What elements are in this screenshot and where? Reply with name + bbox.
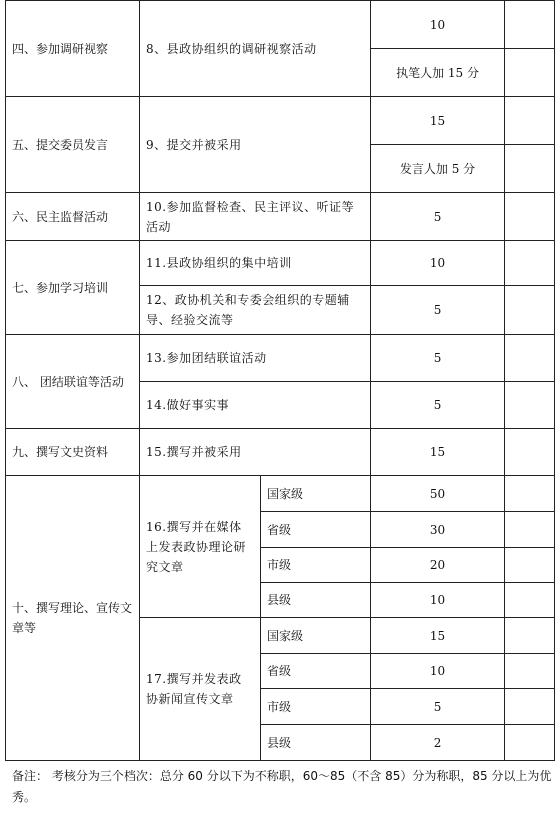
level-cell: 省级 xyxy=(261,512,371,548)
score-cell xyxy=(505,335,555,382)
score-cell xyxy=(505,725,555,761)
item-cell: 15.撰写并被采用 xyxy=(140,429,371,476)
table-row xyxy=(6,429,555,476)
score-cell xyxy=(505,145,555,193)
category-cell: 八、 团结联谊等活动 xyxy=(6,335,140,429)
table-row xyxy=(6,193,555,241)
score-cell xyxy=(505,382,555,429)
category-cell: 七、参加学习培训 xyxy=(6,241,140,335)
level-cell: 市级 xyxy=(261,689,371,725)
points-cell: 5 xyxy=(371,193,505,241)
score-cell xyxy=(505,1,555,49)
points-cell: 10 xyxy=(371,654,505,689)
level-cell: 县级 xyxy=(261,583,371,618)
points-cell: 10 xyxy=(371,1,505,49)
bonus-cell: 发言人加 5 分 xyxy=(371,145,505,193)
points-cell: 15 xyxy=(371,618,505,654)
score-cell xyxy=(505,97,555,145)
table-row xyxy=(6,241,555,286)
item-cell: 14.做好事实事 xyxy=(140,382,371,429)
points-cell: 5 xyxy=(371,689,505,725)
category-cell: 九、撰写文史资料 xyxy=(6,429,140,476)
item-cell: 13.参加团结联谊活动 xyxy=(140,335,371,382)
points-cell: 5 xyxy=(371,335,505,382)
item-cell: 11.县政协组织的集中培训 xyxy=(140,241,371,286)
item-cell: 9、提交并被采用 xyxy=(140,97,371,193)
score-cell xyxy=(505,548,555,583)
table-row xyxy=(6,1,555,49)
scoring-table xyxy=(5,0,555,761)
score-cell xyxy=(505,583,555,618)
points-cell: 30 xyxy=(371,512,505,548)
points-cell: 20 xyxy=(371,548,505,583)
table-row xyxy=(6,476,555,512)
item-cell: 12、政协机关和专委会组织的专题辅导、经验交流等 xyxy=(140,286,371,335)
score-cell xyxy=(505,512,555,548)
points-cell: 10 xyxy=(371,583,505,618)
footnote: 备注： 考核分为三个档次：总分 60 分以下为不称职，60～85（不含 85）分为称职，85 分以上为优秀。 xyxy=(12,769,552,804)
score-cell xyxy=(505,49,555,97)
points-cell: 50 xyxy=(371,476,505,512)
table-row xyxy=(6,97,555,145)
item-cell: 10.参加监督检查、民主评议、听证等活动 xyxy=(140,193,371,241)
table-row xyxy=(6,335,555,382)
score-cell xyxy=(505,241,555,286)
score-cell xyxy=(505,618,555,654)
bonus-cell: 执笔人加 15 分 xyxy=(371,49,505,97)
score-cell xyxy=(505,654,555,689)
points-cell: 5 xyxy=(371,382,505,429)
points-cell: 15 xyxy=(371,97,505,145)
item-cell: 17.撰写并发表政协新闻宣传文章 xyxy=(140,618,261,761)
points-cell: 15 xyxy=(371,429,505,476)
level-cell: 县级 xyxy=(261,725,371,761)
category-cell: 十、撰写理论、宣传文章等 xyxy=(6,476,140,761)
category-cell: 五、提交委员发言 xyxy=(6,97,140,193)
level-cell: 省级 xyxy=(261,654,371,689)
points-cell: 2 xyxy=(371,725,505,761)
points-cell: 5 xyxy=(371,286,505,335)
score-cell xyxy=(505,689,555,725)
level-cell: 国家级 xyxy=(261,618,371,654)
points-cell: 10 xyxy=(371,241,505,286)
score-cell xyxy=(505,476,555,512)
level-cell: 市级 xyxy=(261,548,371,583)
item-cell: 8、县政协组织的调研视察活动 xyxy=(140,1,371,97)
level-cell: 国家级 xyxy=(261,476,371,512)
score-cell xyxy=(505,429,555,476)
item-cell: 16.撰写并在媒体上发表政协理论研究文章 xyxy=(140,476,261,618)
score-cell xyxy=(505,193,555,241)
category-cell: 六、民主监督活动 xyxy=(6,193,140,241)
category-cell: 四、参加调研视察 xyxy=(6,1,140,97)
score-cell xyxy=(505,286,555,335)
